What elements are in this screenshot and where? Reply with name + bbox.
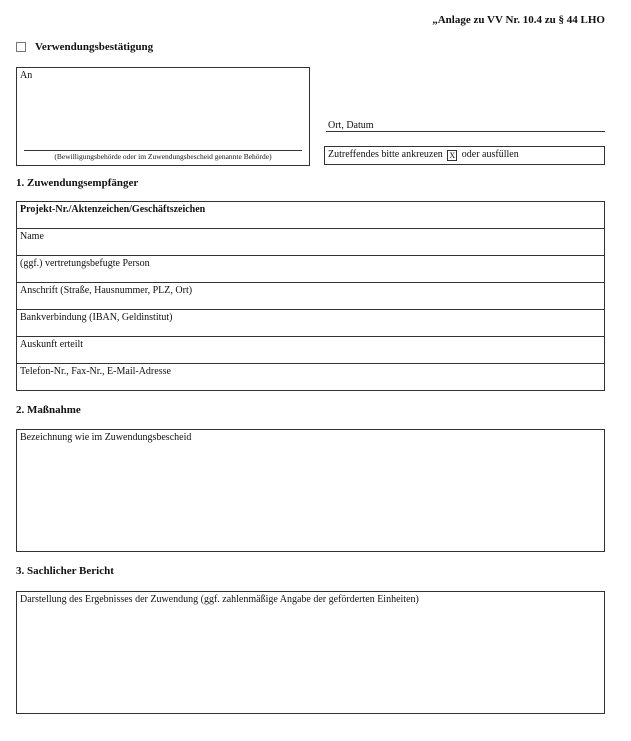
section-2-title: 2. Maßnahme [16, 404, 81, 416]
field-representative[interactable]: (ggf.) vertretungsbefugte Person [17, 256, 604, 283]
instruction-suffix: oder ausfüllen [461, 149, 519, 160]
measure-description-field[interactable] [16, 429, 605, 552]
instruction-box [324, 146, 605, 165]
section-1-title: 1. Zuwendungsempfänger [16, 177, 139, 189]
recipient-divider [24, 150, 302, 151]
recipient-fields-table [16, 201, 605, 391]
recipient-caption: (Bewilligungsbehörde oder im Zuwendungsbescheid genannte Behörde) [54, 152, 272, 161]
factual-report-field[interactable] [16, 591, 605, 714]
recipient-label: An [20, 70, 33, 81]
annex-reference: „Anlage zu VV Nr. 10.4 zu § 44 LHO [432, 14, 605, 26]
place-date-label: Ort, Datum [328, 120, 374, 131]
form-title: Verwendungsbestätigung [35, 41, 154, 53]
recipient-address-field[interactable] [16, 67, 310, 166]
confirmation-checkbox[interactable] [16, 42, 26, 52]
field-name[interactable]: Name [17, 229, 604, 256]
section-3-title: 3. Sachlicher Bericht [16, 565, 114, 577]
field-contact-person[interactable]: Auskunft erteilt [17, 337, 604, 364]
factual-report-label: Darstellung des Ergebnisses der Zuwendung (ggf. zahlenmäßige Angabe der geförderten Einheiten) [20, 594, 419, 605]
title-row [16, 41, 153, 53]
field-bank-details[interactable]: Bankverbindung (IBAN, Geldinstitut) [17, 310, 604, 337]
measure-description-label: Bezeichnung wie im Zuwendungsbescheid [20, 432, 192, 443]
crossed-box-icon: X [447, 150, 457, 161]
field-project-number[interactable]: Projekt-Nr./Aktenzeichen/Geschäftszeichen [17, 202, 604, 229]
place-date-field[interactable] [326, 131, 605, 132]
field-address[interactable]: Anschrift (Straße, Hausnummer, PLZ, Ort) [17, 283, 604, 310]
field-phone-fax-email[interactable]: Telefon-Nr., Fax-Nr., E-Mail-Adresse [20, 366, 171, 377]
instruction-prefix: Zutreffendes bitte ankreuzen [328, 149, 443, 160]
